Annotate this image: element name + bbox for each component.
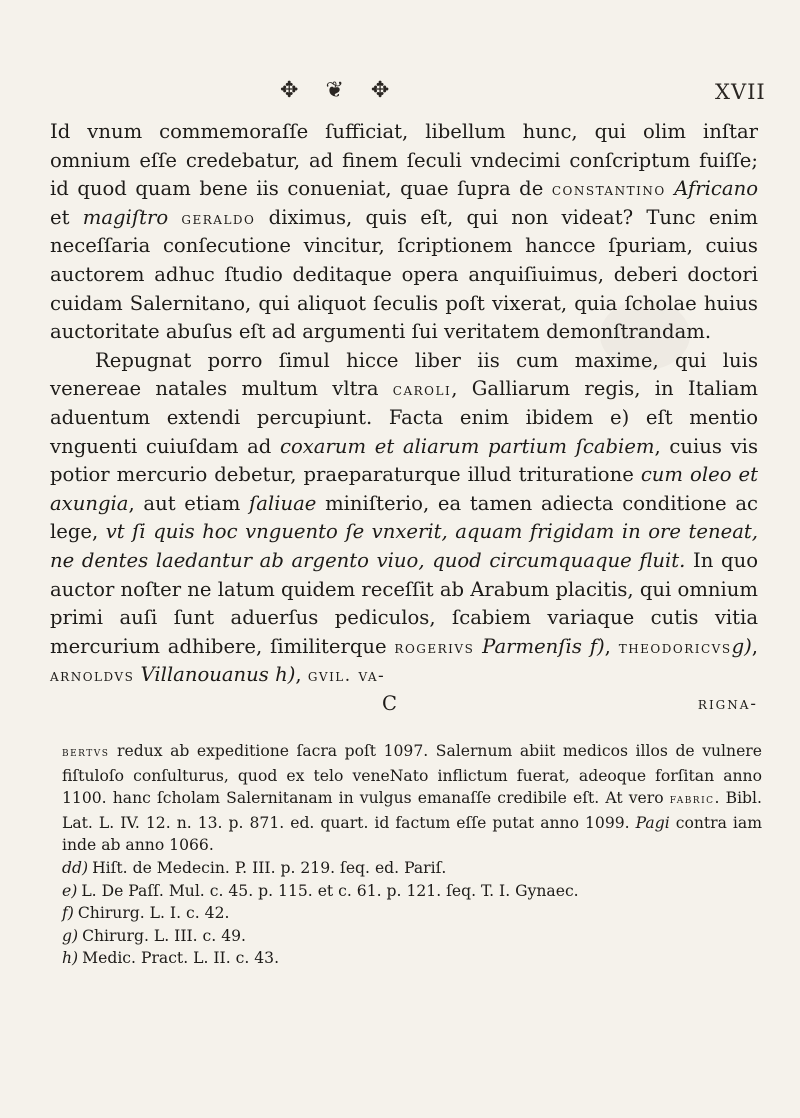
header-ornaments bbox=[280, 78, 390, 103]
ornament-right-icon: ✥ bbox=[370, 78, 391, 103]
main-text bbox=[50, 118, 758, 718]
catch-line bbox=[50, 690, 758, 719]
footnote-item: h) Medic. Pract. L. II. c. 43. bbox=[62, 949, 280, 968]
footnote-item: g) Chirurg. L. III. c. 49. bbox=[62, 926, 246, 945]
footnotes bbox=[62, 740, 762, 970]
catchword: rigna- bbox=[697, 693, 758, 713]
footnote-item: e) L. De Paſſ. Mul. c. 45. p. 115. et c. 61. p. 121. ſeq. T. I. Gynaec. bbox=[62, 881, 579, 900]
signature-mark: C bbox=[382, 691, 397, 715]
running-header bbox=[0, 78, 800, 112]
ornament-left-icon: ✥ bbox=[280, 78, 300, 103]
footnote-item: f) Chirurg. L. I. c. 42. bbox=[62, 904, 230, 923]
page-number: XVII bbox=[715, 80, 766, 104]
footnote-item: dd) Hiſt. de Medecin. P. III. p. 219. ſeq. ed. Pariſ. bbox=[62, 858, 447, 877]
ornament-center-icon: ❦ bbox=[325, 78, 345, 103]
paragraph-1: Id vnum commemoraſſe ſufficiat, libellum hunc, qui olim inſtar omnium eſſe credebatur, ad finem ſeculi vndecimi conſcriptum fuiſſe; id quod quam bene iis conueniat, quae ſupra de constantino Africano et magiſtro geraldo diximus, quis eſt, qui non videat? Tunc enim neceſſaria conſecutione vincitur, ſcriptionem hancce ſpuriam, cuius auctorem adhuc ſtudio deditaque opera anquiſiuimus, deberi doctori cuidam Salernitano, qui aliquot ſeculis poſt vixerat, quia ſcholae huius auctoritate abuſus eſt ad argumenti ſui veritatem demonſtrandam. bbox=[50, 120, 758, 344]
footnote-continuation: bertvs redux ab expeditione ſacra poſt 1097. Salernum abiit medicos illos de vulnere fiſtuloſo conſulturus, quod ex telo veneNato inflictum fuerat, adeoque forſitan anno 1100. hanc ſcholam Salernitanam in vulgus emanaſſe credibile eſt. At vero fabric. Bibl. Lat. L. IV. 12. n. 13. p. 871. ed. quart. id factum eſſe putat anno 1099. Pagi contra iam inde ab anno 1066. bbox=[62, 742, 762, 855]
paragraph-2: Repugnat porro ſimul hicce liber iis cum maxime, qui luis venereae natales multum vltra caroli, Galliarum regis, in Italiam aduentum extendi percupiunt. Facta enim ibidem e) eſt mentio vnguenti cuiuſdam ad coxarum et aliarum partium ſcabiem, cuius vis potior mercurio debetur, praeparaturque illud trituratione cum oleo et axungia, aut etiam ſaliuae miniſterio, ea tamen adiecta conditione ac lege, vt ſi quis hoc vnguento ſe vnxerit, aquam frigidam in ore teneat, ne dentes laedantur ab argento viuo, quod circumquaque fluit. In quo auctor noſter ne latum quidem receſſit ab Arabum placitis, qui omnium primi auſi ſunt aduerſus pediculos, ſcabiem variaque cutis vitia mercurium adhibere, ſimiliterque rogerivs Parmenſis f), theodoricvsg), arnoldvs Villanouanus h), gvil. va- bbox=[50, 348, 759, 687]
